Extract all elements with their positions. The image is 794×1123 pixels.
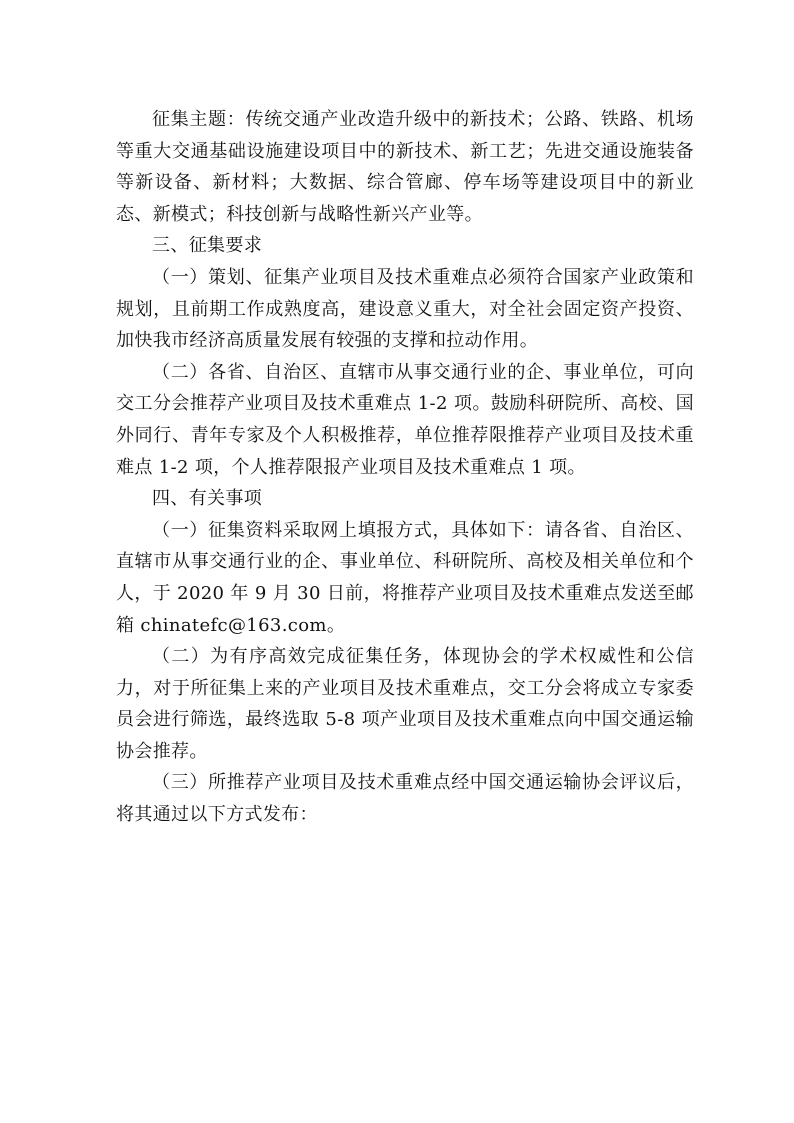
section-heading-related-matters: 四、有关事项 <box>152 488 263 510</box>
paragraph-requirement-1: （一）策划、征集产业项目及技术重难点必须符合国家产业政策和规划，且前期工作成熟度高，建设意义重大，对全社会固定资产投资、加快我市经济高质量发展有较强的支撑和拉动作用。 <box>116 266 694 352</box>
paragraph-matter-2: （二）为有序高效完成征集任务，体现协会的学术权威性和公信力，对于所征集上来的产业项目及技术重难点，交工分会将成立专家委员会进行筛选，最终选取 5-8 项产业项目及技术重难点向中国交通运输协会推荐。 <box>116 646 694 762</box>
paragraph-matter-1: （一）征集资料采取网上填报方式，具体如下：请各省、自治区、直辖市从事交通行业的企、事业单位、科研院所、高校及相关单位和个人，于 2020 年 9 月 30 日前，将推荐产业项目及技术重难点发送至邮箱 chinatefc@163.com。 <box>116 519 694 636</box>
paragraph-requirement-2: （二）各省、自治区、直辖市从事交通行业的企、事业单位，可向交工分会推荐产业项目及技术重难点 1-2 项。鼓励科研院所、高校、国外同行、青年专家及个人积极推荐，单位推荐限推荐产业项目及技术重难点 1-2 项，个人推荐限报产业项目及技术重难点 1 项。 <box>116 361 694 478</box>
paragraph-matter-3: （三）所推荐产业项目及技术重难点经中国交通运输协会评议后，将其通过以下方式发布： <box>116 772 694 826</box>
section-heading-requirements: 三、征集要求 <box>152 235 263 257</box>
paragraph-collection-theme: 征集主题：传统交通产业改造升级中的新技术；公路、铁路、机场等重大交通基础设施建设项目中的新技术、新工艺；先进交通设施装备等新设备、新材料；大数据、综合管廊、停车场等建设项目中的新业态、新模式；科技创新与战略性新兴产业等。 <box>116 109 694 225</box>
document-body <box>116 104 694 831</box>
